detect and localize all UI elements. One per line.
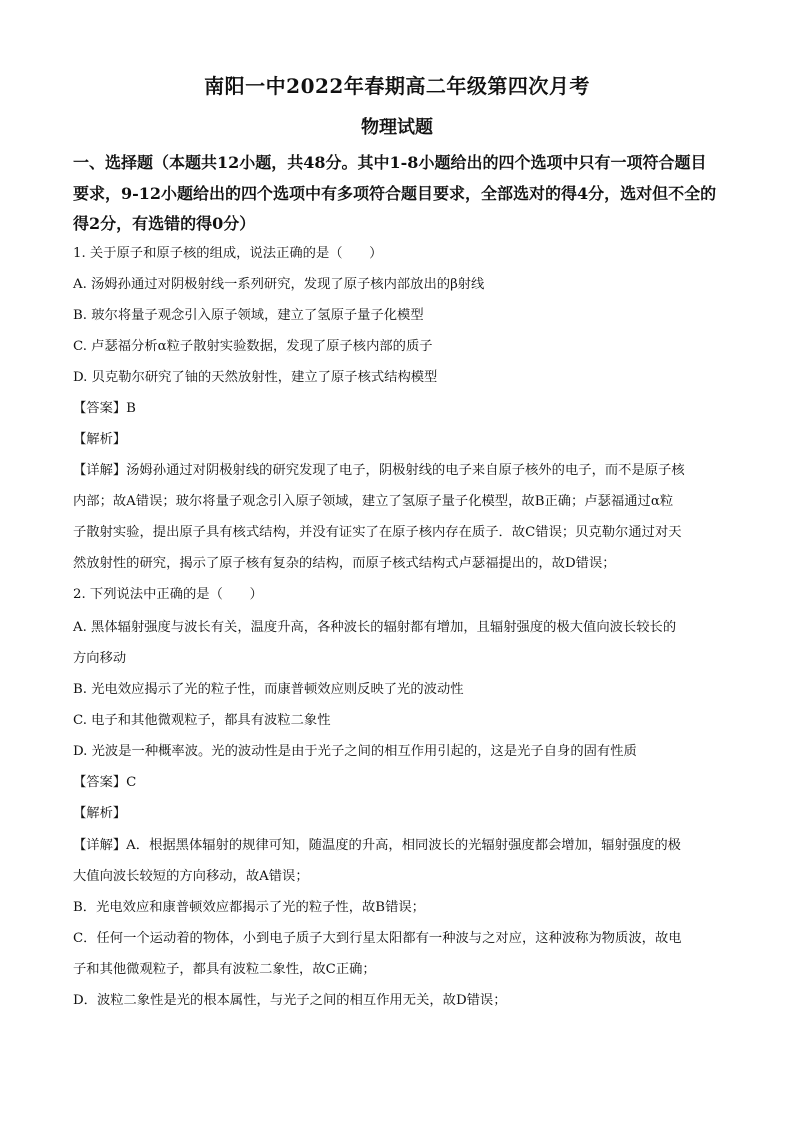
question-1-detail-line: 然放射性的研究，揭示了原子核有复杂的结构，而原子核式结构式卢瑟福提出的，故D错误； (73, 556, 616, 571)
section-heading-line: 要求，9-12小题给出的四个选项中有多项符合题目要求，全部选对的得4分，选对但不全的 (73, 184, 717, 203)
question-2-answer: 【答案】C (73, 775, 137, 790)
exam-subtitle: 物理试题 (361, 117, 433, 138)
section-heading-line: 一、选择题（本题共12小题，共48分。其中1-8小题给出的四个选项中只有一项符合题目 (73, 153, 707, 172)
question-2-detail-line: D．波粒二象性是光的根本属性，与光子之间的相互作用无关，故D错误； (73, 993, 507, 1008)
question-2-option-d: D. 光波是一种概率波。光的波动性是由于光子之间的相互作用引起的，这是光子自身的固有性质 (73, 744, 637, 759)
question-1-detail-line: 子散射实验，提出原子具有核式结构，并没有证实了在原子核内存在质子．故C错误；贝克勒尔通过对天 (73, 525, 682, 540)
question-2-option-c: C. 电子和其他微观粒子，都具有波粒二象性 (73, 713, 331, 728)
question-1-analysis-label: 【解析】 (73, 432, 127, 447)
question-2-detail-line: 子和其他微观粒子，都具有波粒二象性，故C正确； (73, 962, 376, 977)
question-1-option-b: B. 玻尔将量子观念引入原子领域，建立了氢原子量子化模型 (73, 308, 424, 323)
question-2-option-b: B. 光电效应揭示了光的粒子性，而康普顿效应则反映了光的波动性 (73, 682, 464, 697)
question-2-analysis-label: 【解析】 (73, 806, 127, 821)
question-1-option-d: D. 贝克勒尔研究了铀的天然放射性，建立了原子核式结构模型 (73, 370, 438, 385)
exam-title: 南阳一中2022年春期高二年级第四次月考 (204, 74, 590, 98)
question-2-option-a-cont: 方向移动 (73, 651, 127, 666)
question-1-option-a: A. 汤姆孙通过对阴极射线一系列研究，发现了原子核内部放出的β射线 (73, 277, 485, 292)
question-2-stem: 2. 下列说法中正确的是（ ） (73, 587, 263, 602)
question-2-detail-line: 【详解】A．根据黑体辐射的规律可知，随温度的升高，相同波长的光辐射强度都会增加，辐射强度的极 (73, 838, 681, 853)
section-heading-line: 得2分，有选错的得0分） (73, 214, 256, 233)
question-2-detail-line: B．光电效应和康普顿效应都揭示了光的粒子性，故B错误； (73, 900, 425, 915)
question-1-detail-line: 内部；故A错误；玻尔将量子观念引入原子领域，建立了氢原子量子化模型，故B正确；卢瑟福通过α粒 (73, 494, 674, 509)
question-2-detail-line: C．任何一个运动着的物体，小到电子质子大到行星太阳都有一种波与之对应，这种波称为物质波，故电 (73, 931, 682, 946)
question-1-option-c: C. 卢瑟福分析α粒子散射实验数据，发现了原子核内部的质子 (73, 339, 433, 354)
question-2-detail-line: 大值向波长较短的方向移动，故A错误； (73, 869, 309, 884)
question-1-stem: 1. 关于原子和原子核的组成，说法正确的是（ ） (73, 246, 383, 261)
question-1-answer: 【答案】B (73, 401, 136, 416)
question-2-option-a: A. 黑体辐射强度与波长有关，温度升高，各种波长的辐射都有增加，且辐射强度的极大值向波长较长的 (73, 620, 677, 635)
question-1-detail-line: 【详解】汤姆孙通过对阴极射线的研究发现了电子，阴极射线的电子来自原子核外的电子，而不是原子核 (73, 463, 685, 478)
